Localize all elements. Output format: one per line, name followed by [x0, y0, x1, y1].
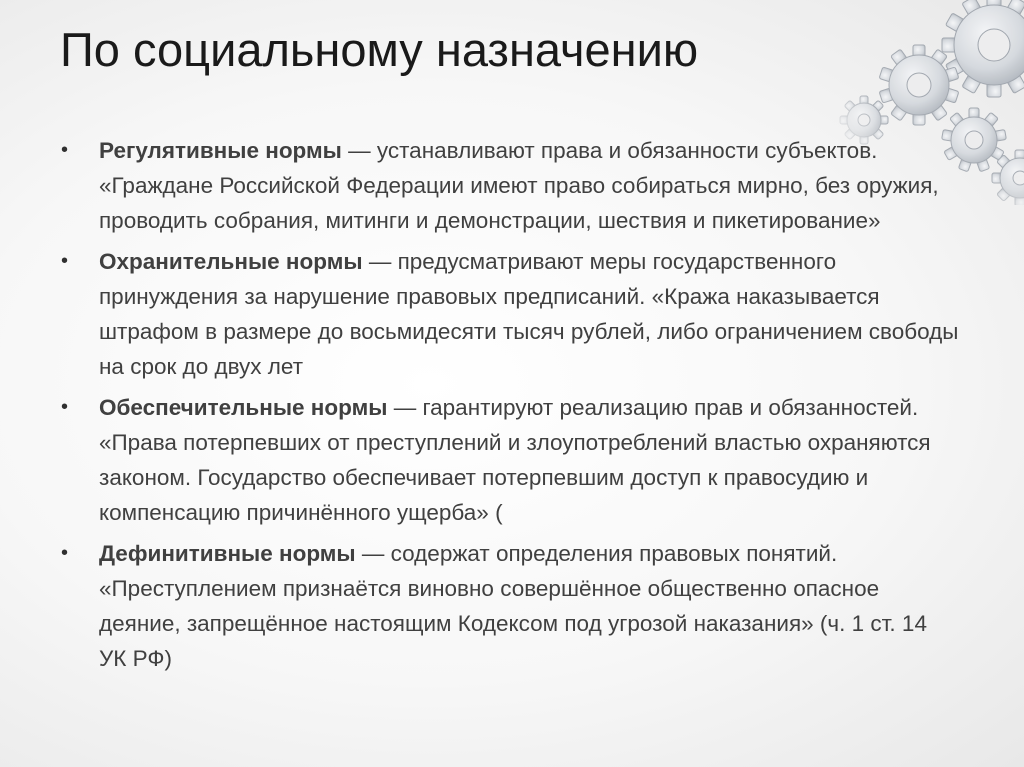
- term-protective: Охранительные нормы: [99, 249, 363, 274]
- description-definitive: — содержат определения правовых понятий. «Преступлением признаётся виновно совершённое общественно опасное деяние, запрещённое настоящим Кодексом под угрозой наказания» (ч. 1 ст. 14 УК РФ): [99, 541, 927, 671]
- list-item-securing: [60, 390, 960, 530]
- bullet-icon: •: [61, 139, 69, 161]
- norms-list: [60, 133, 960, 676]
- description-regulative: — устанавливают права и обязанности субъектов. «Граждане Российской Федерации имеют право собираться мирно, без оружия, проводить собрания, митинги и демонстрации, шествия и пикетирование»: [99, 138, 939, 233]
- description-securing: — гарантируют реализацию прав и обязанностей. «Права потерпевших от преступлений и злоупотреблений властью охраняются законом. Государство обеспечивает потерпевшим доступ к правосудию и компенсацию причинённого ущерба» (: [99, 395, 937, 525]
- slide-body: [60, 133, 960, 682]
- term-definitive: Дефинитивные нормы: [99, 541, 356, 566]
- bullet-icon: •: [61, 542, 69, 564]
- term-regulative: Регулятивные нормы: [99, 138, 342, 163]
- list-item-protective: [60, 244, 960, 384]
- list-item-definitive: [60, 536, 960, 676]
- term-securing: Обеспечительные нормы: [99, 395, 388, 420]
- bullet-icon: •: [61, 250, 69, 272]
- description-protective: — предусматривают меры государственного принуждения за нарушение правовых предписаний. «Кража наказывается штрафом в размере до восьмидесяти тысяч рублей, либо ограничением свободы на срок до двух лет: [99, 249, 959, 379]
- list-item-regulative: [60, 133, 960, 238]
- slide-title: По социальному назначению: [60, 23, 699, 76]
- bullet-icon: •: [61, 396, 69, 418]
